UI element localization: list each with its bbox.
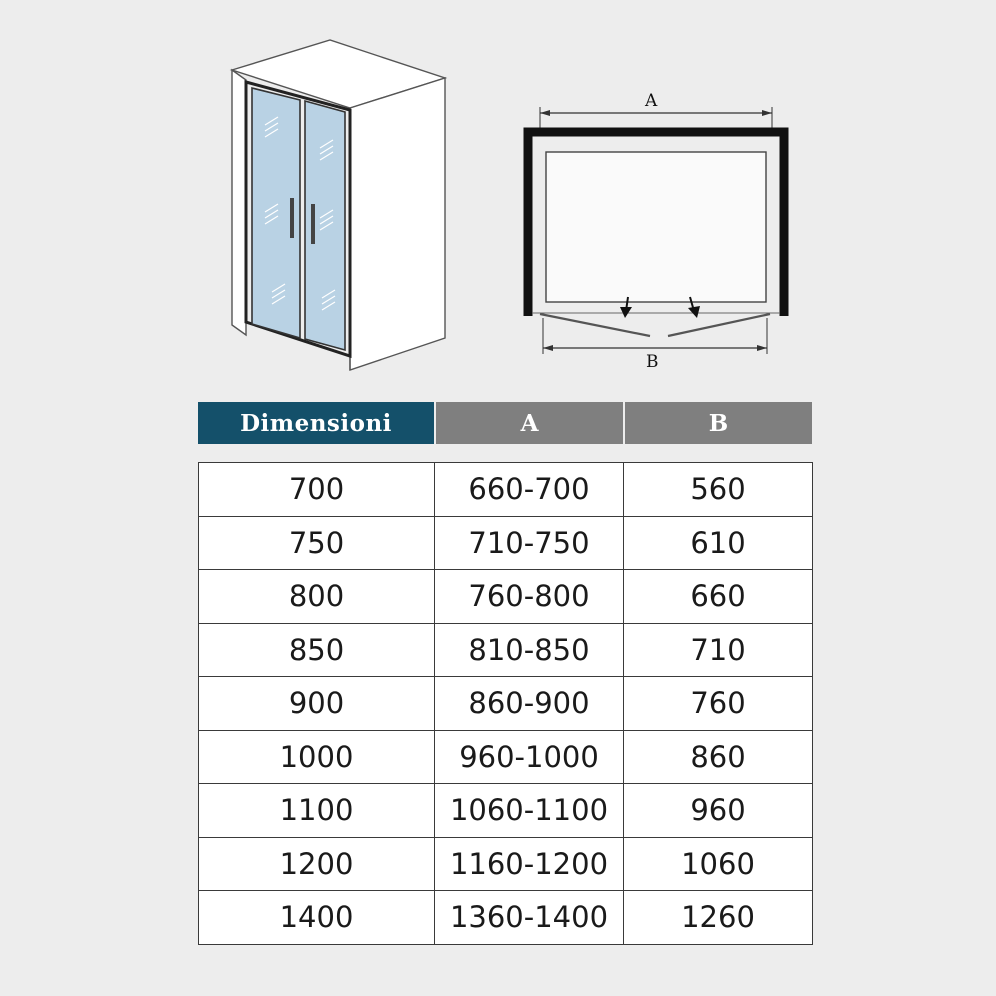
cell-b: 760 [624, 677, 813, 731]
cell-dimension: 1200 [199, 837, 435, 891]
cell-b: 660 [624, 570, 813, 624]
cell-b: 710 [624, 623, 813, 677]
cell-a: 860-900 [435, 677, 624, 731]
table-row [199, 677, 813, 731]
cell-dimension: 800 [199, 570, 435, 624]
table-row [199, 730, 813, 784]
header-a: A [434, 402, 623, 444]
cell-a: 1060-1100 [435, 784, 624, 838]
table-header [198, 402, 812, 444]
shower-tray [546, 152, 766, 302]
right-arrow-icon [688, 306, 700, 318]
table-row [199, 837, 813, 891]
cell-b: 1060 [624, 837, 813, 891]
cell-a: 960-1000 [435, 730, 624, 784]
table-row [199, 623, 813, 677]
cell-dimension: 700 [199, 463, 435, 517]
cell-a: 810-850 [435, 623, 624, 677]
cell-b: 560 [624, 463, 813, 517]
header-dimensioni: Dimensioni [198, 402, 434, 444]
cell-b: 960 [624, 784, 813, 838]
cell-a: 760-800 [435, 570, 624, 624]
table-row [199, 570, 813, 624]
cell-a: 1360-1400 [435, 891, 624, 945]
cell-a: 1160-1200 [435, 837, 624, 891]
plan-view-drawing [0, 0, 996, 390]
table-row [199, 784, 813, 838]
cell-a: 710-750 [435, 516, 624, 570]
left-door-swing [540, 314, 650, 336]
cell-a: 660-700 [435, 463, 624, 517]
cell-dimension: 850 [199, 623, 435, 677]
header-b: B [623, 402, 812, 444]
cell-b: 860 [624, 730, 813, 784]
cell-b: 1260 [624, 891, 813, 945]
dimension-b-label: B [646, 352, 659, 372]
cell-dimension: 1400 [199, 891, 435, 945]
dimensions-table [198, 462, 813, 945]
cell-dimension: 900 [199, 677, 435, 731]
dimension-a-label: A [645, 91, 658, 111]
cell-dimension: 1000 [199, 730, 435, 784]
right-door-swing [668, 314, 770, 336]
table-row [199, 463, 813, 517]
table-row [199, 516, 813, 570]
cell-dimension: 1100 [199, 784, 435, 838]
cell-dimension: 750 [199, 516, 435, 570]
cell-b: 610 [624, 516, 813, 570]
table-row [199, 891, 813, 945]
